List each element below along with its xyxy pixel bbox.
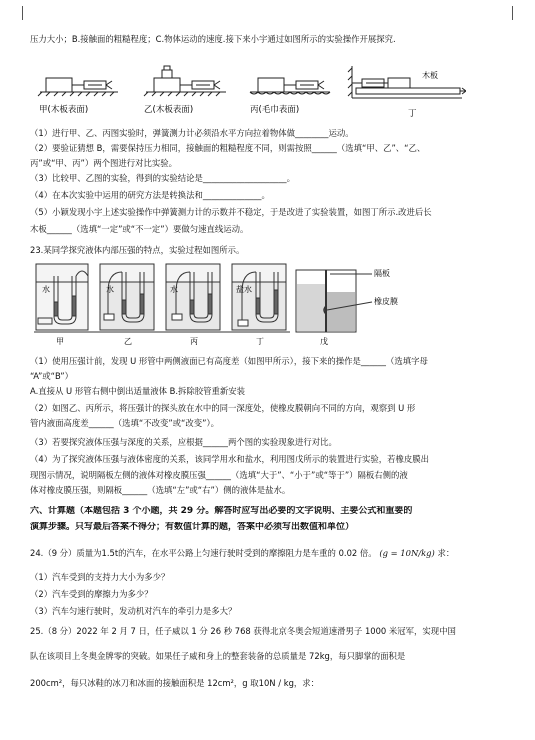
- caption-bing-2: 丙: [190, 337, 198, 346]
- crop-mark-left: [8, 6, 23, 20]
- caption-ding: 丁: [408, 109, 417, 119]
- water-label-jia: 水: [42, 285, 50, 294]
- q22-line-4: （3）比较甲、乙图的实验，得到的实验结论是____________________。: [30, 173, 295, 183]
- q23-line-5: 管内液面高度差______（选填“不改变”或“改变”）。: [30, 418, 220, 428]
- water-label-bing: 水: [170, 285, 178, 294]
- caption-yi: 乙(木板表面): [144, 105, 194, 115]
- q25-line-2: 队在该项目上冬奥金牌零的突破。如果任子威和身上的整套装备的总质量是 72kg，每只脚掌的面积是: [30, 651, 406, 661]
- q24-formula: (g = 10N/kg): [379, 548, 435, 558]
- caption-jia: 甲(木板表面): [39, 105, 89, 115]
- q25-line-1: 25.（8 分）2022 年 2 月 7 日，任子威以 1 分 26 秒 768 获得北京冬奥会短道速滑男子 1000 米冠军，实现中国: [30, 626, 456, 636]
- partition-label: 隔板: [374, 269, 390, 278]
- caption-jia-2: 甲: [56, 337, 64, 346]
- q23-line-4: （2）如图乙、丙所示，将压强计的探头放在水中的同一深度处，使橡皮膜朝向不同的方向，观察到 U 形: [30, 403, 416, 413]
- q22-line-7: 木板______（选填“一定”或“不一定”）要做匀速直线运动。: [30, 224, 249, 234]
- q24-tail: 求：: [437, 548, 455, 558]
- caption-ding-2: 丁: [256, 337, 264, 346]
- membrane-label: 橡皮膜: [374, 297, 398, 306]
- board-label: 木板: [422, 71, 438, 80]
- q24-head: 24.（9 分）质量为1.5t的汽车，在水平公路上匀速行驶时受到的摩擦阻力是车重的 0.02 倍。: [30, 548, 377, 558]
- q23-line-2: “A”或“B”）: [30, 371, 74, 381]
- q22-line-1: （1）进行甲、乙、丙图实验时，弹簧测力计必须沿水平方向拉着物体做________运动。: [30, 128, 354, 138]
- q23-line-9: 体对橡皮膜压强，则隔板______（选填“左”或“右”）侧的液体是盐水。: [30, 485, 291, 495]
- liquid-pressure-figure: [34, 262, 444, 352]
- section6-heading-line-2: 演算步骤。只写最后答案不得分；有数值计算的题，答案中必须写出数值和单位）: [30, 522, 355, 532]
- friction-experiment-figure: [36, 58, 466, 122]
- caption-yi-2: 乙: [124, 337, 132, 346]
- caption-wu: 戊: [320, 337, 328, 346]
- caption-bing: 丙(毛巾表面): [250, 105, 300, 115]
- q24-part-1: （1）汽车受到的支持力大小为多少？: [30, 572, 170, 582]
- q22-line-5: （4）在本次实验中运用的研究方法是转换法和______________。: [30, 190, 270, 200]
- intro-line: 压力大小；B.接触面的粗糙程度；C.物体运动的速度.接下来小宇通过如图所示的实验操作开展探究.: [30, 34, 396, 44]
- q24-stem: [30, 548, 510, 559]
- q23-line-6: （3）若要探究液体压强与深度的关系，应根据______两个图的实验现象进行对比。: [30, 437, 337, 447]
- brine-label: 盐水: [236, 285, 252, 294]
- q22-line-2: （2）要验证猜想 B，需要保持压力相同，接触面的粗糙程度不同，则需按照______（选填“甲、乙”、“乙、: [30, 143, 426, 153]
- crop-mark-right: [512, 6, 527, 20]
- q25-line-3: 200cm²，每只冰鞋的冰刀和冰面的接触面积是 12cm²，g 取10N / kg，求：: [30, 678, 320, 688]
- water-label-yi: 水: [106, 285, 114, 294]
- q22-line-6: （5）小颖发现小宇上述实验操作中弹簧测力计的示数并不稳定，于是改进了实验装置，如图丁所示.改进后长: [30, 207, 432, 217]
- q24-part-2: （2）汽车受到的摩擦力为多少？: [30, 589, 153, 599]
- q23-line-7: （4）为了探究液体压强与液体密度的关系，该同学用水和盐水，利用图戊所示的装置进行实验，若橡皮膜出: [30, 454, 429, 464]
- q23-line-1: （1）使用压强计前，发现 U 形管中两侧液面已有高度差（如图甲所示），接下来的操作是______（选填字母: [30, 356, 428, 366]
- q22-line-3: 丙”或“甲、丙”）两个图进行对比实验。: [30, 158, 178, 168]
- q23-line-8: 现图示情况，说明隔板左侧的液体对橡皮膜压强______（选填“大于”、“小于”或“等于”）隔板右侧的液: [30, 470, 408, 480]
- q24-part-3: （3）汽车匀速行驶时，发动机对汽车的牵引力是多大？: [30, 606, 237, 616]
- section6-heading-line-1: 六、计算题（本题包括 3 个小题，共 29 分。解答时应写出必要的文字说明、主要公式和重要的: [30, 506, 413, 516]
- q23-line-3: A.直接从 U 形管右侧中倒出适量液体 B.拆除胶管重新安装: [30, 386, 246, 396]
- q23-title: 23.某同学探究液体内部压强的特点，实验过程如图所示。: [30, 245, 245, 255]
